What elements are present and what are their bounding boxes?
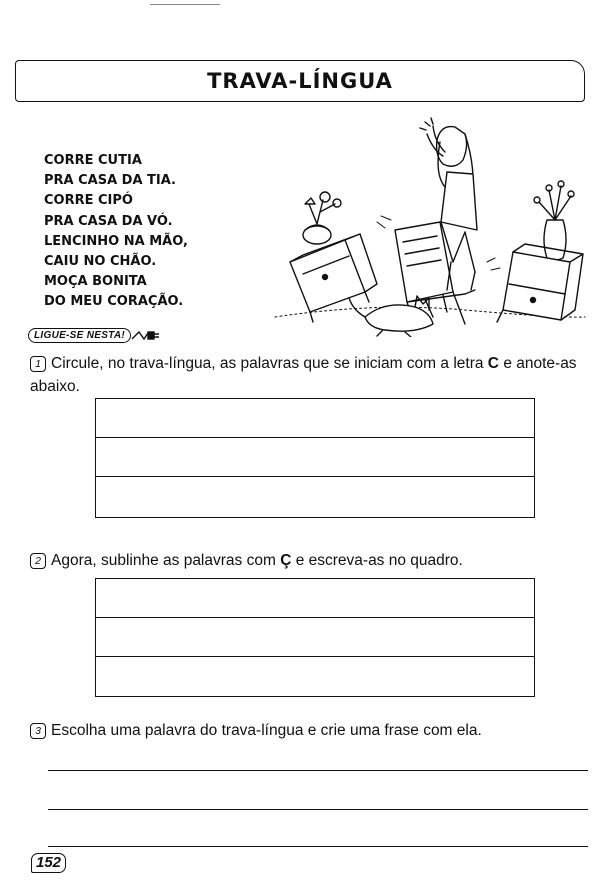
page-number: 152 <box>31 853 66 873</box>
question-text: Circule, no trava-língua, as palavras que se iniciam com a letra <box>51 355 484 372</box>
title-banner <box>15 60 585 102</box>
poem-line: DO MEU CORAÇÃO. <box>44 294 184 310</box>
answer-line[interactable] <box>96 399 534 438</box>
left-nightstand-icon <box>290 234 377 322</box>
girl-on-chair-illustration <box>265 112 595 337</box>
writing-line[interactable] <box>48 809 588 810</box>
poem-line: PRA CASA DA TIA. <box>44 173 176 189</box>
question-text: e escreva-as no quadro. <box>295 552 463 569</box>
question-1 <box>30 352 585 398</box>
answer-line[interactable] <box>96 618 534 657</box>
flower-vase-icon <box>303 192 341 244</box>
question-3 <box>30 719 585 742</box>
tongue-twister-poem <box>44 151 188 313</box>
highlight-letter: C <box>487 355 499 372</box>
poem-line: CAIU NO CHÃO. <box>44 254 157 270</box>
top-scan-mark <box>150 0 220 5</box>
answer-line[interactable] <box>96 477 534 515</box>
question-text: Agora, sublinhe as palavras com <box>51 552 276 569</box>
ligue-label: LIGUE-SE NESTA! <box>28 328 131 343</box>
page-title: TRAVA-LÍNGUA <box>207 69 393 93</box>
poem-line: MOÇA BONITA <box>44 274 147 290</box>
poem-line: CORRE CUTIA <box>44 153 142 168</box>
answer-box-1[interactable] <box>95 398 535 518</box>
answer-line[interactable] <box>96 579 534 618</box>
answer-box-2[interactable] <box>95 578 535 697</box>
answer-line[interactable] <box>96 438 534 477</box>
right-nightstand-icon <box>497 244 583 322</box>
poem-line: CORRE CIPÓ <box>44 193 133 209</box>
writing-line[interactable] <box>48 770 588 771</box>
poem-line: PRA CASA DA VÓ. <box>44 213 173 229</box>
question-2 <box>30 549 585 572</box>
flower-vase-icon <box>534 181 574 260</box>
highlight-letter: Ç <box>280 552 292 569</box>
question-text: e anote-as abaixo. <box>30 355 577 395</box>
question-number: 3 <box>30 723 46 739</box>
cat-icon <box>349 296 433 337</box>
writing-line[interactable] <box>48 846 588 847</box>
poem-line: LENCINHO NA MÃO, <box>44 233 188 249</box>
question-number: 2 <box>30 553 46 569</box>
answer-line[interactable] <box>96 657 534 695</box>
plug-icon <box>131 329 161 343</box>
question-text: Escolha uma palavra do trava-língua e crie uma frase com ela. <box>51 722 482 739</box>
question-number: 1 <box>30 356 46 372</box>
ligue-se-nesta-tag <box>28 328 161 343</box>
